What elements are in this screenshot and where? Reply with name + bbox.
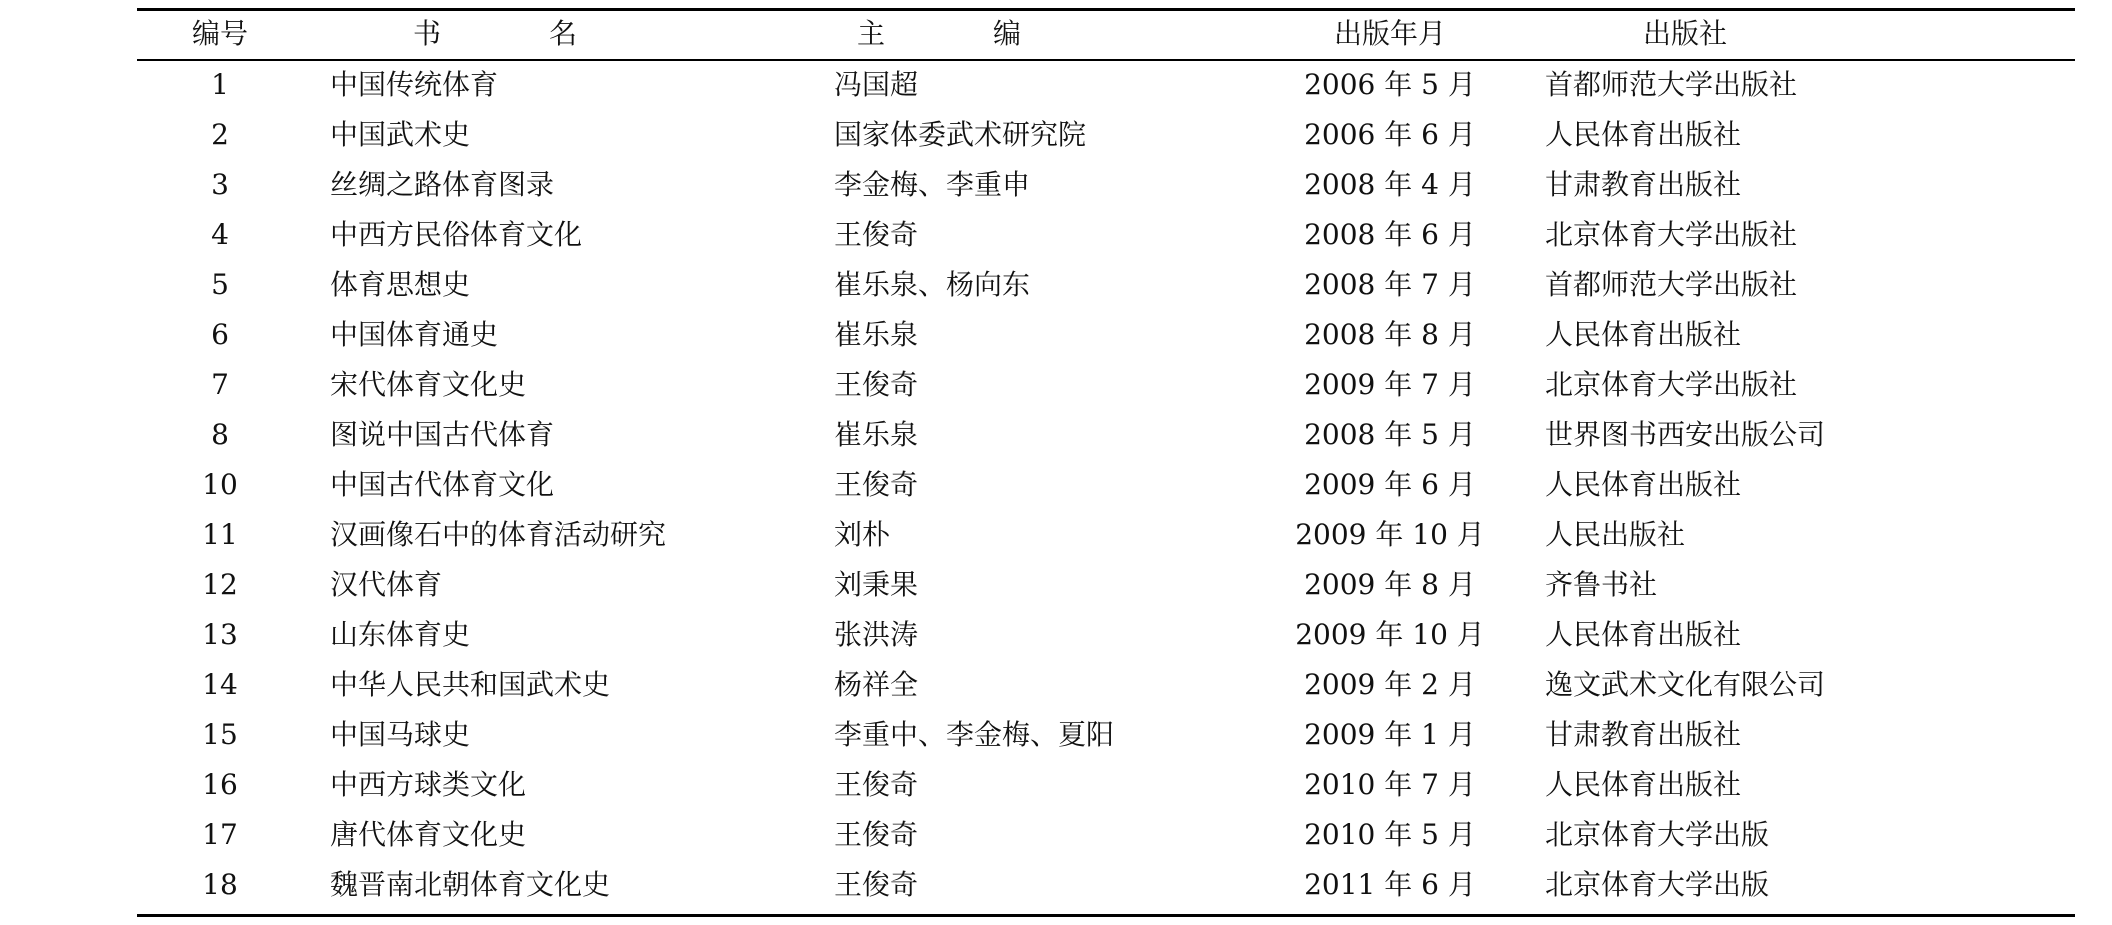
row-date: 2009 年 10 月 xyxy=(1295,618,1485,651)
row-date: 2008 年 4 月 xyxy=(1304,168,1476,201)
row-date: 2009 年 6 月 xyxy=(1304,468,1476,501)
row-title: 体育思想史 xyxy=(330,268,471,301)
row-number: 6 xyxy=(211,318,229,351)
row-number: 10 xyxy=(202,468,238,501)
row-editor: 李重中、李金梅、夏阳 xyxy=(834,718,1115,751)
row-title: 中国马球史 xyxy=(330,718,471,751)
row-title: 山东体育史 xyxy=(330,618,471,651)
table-row xyxy=(0,310,2112,360)
row-number: 8 xyxy=(211,418,229,451)
row-number: 16 xyxy=(202,768,238,801)
row-title: 中国传统体育 xyxy=(330,68,499,101)
table-row xyxy=(0,260,2112,310)
row-number: 18 xyxy=(202,868,238,901)
row-title: 中国武术史 xyxy=(330,118,471,151)
row-publisher: 人民体育出版社 xyxy=(1545,468,1742,501)
row-number: 15 xyxy=(202,718,238,751)
row-publisher: 首都师范大学出版社 xyxy=(1545,268,1798,301)
row-title: 汉代体育 xyxy=(330,568,443,601)
row-editor: 王俊奇 xyxy=(834,768,919,801)
row-date: 2008 年 7 月 xyxy=(1304,268,1476,301)
row-publisher: 北京体育大学出版社 xyxy=(1545,218,1798,251)
row-editor: 崔乐泉 xyxy=(834,318,919,351)
table-bottom-rule xyxy=(137,914,2075,917)
row-title: 中国古代体育文化 xyxy=(330,468,555,501)
row-publisher: 北京体育大学出版 xyxy=(1545,818,1770,851)
row-editor: 王俊奇 xyxy=(834,468,919,501)
table-row xyxy=(0,660,2112,710)
table-row xyxy=(0,60,2112,110)
table-row xyxy=(0,760,2112,810)
row-title: 唐代体育文化史 xyxy=(330,818,527,851)
row-date: 2009 年 8 月 xyxy=(1304,568,1476,601)
table-row xyxy=(0,560,2112,610)
row-number: 3 xyxy=(211,168,229,201)
row-number: 7 xyxy=(211,368,229,401)
table-row xyxy=(0,460,2112,510)
table-row xyxy=(0,510,2112,560)
row-editor: 崔乐泉 xyxy=(834,418,919,451)
row-publisher: 世界图书西安出版公司 xyxy=(1545,418,1826,451)
row-date: 2010 年 5 月 xyxy=(1304,818,1476,851)
table-row xyxy=(0,410,2112,460)
table-row xyxy=(0,160,2112,210)
row-title: 中西方民俗体育文化 xyxy=(330,218,583,251)
row-number: 14 xyxy=(202,668,238,701)
table-row xyxy=(0,610,2112,660)
row-date: 2008 年 8 月 xyxy=(1304,318,1476,351)
row-publisher: 齐鲁书社 xyxy=(1545,568,1658,601)
header-publisher: 出版社 xyxy=(1642,17,1727,50)
row-number: 4 xyxy=(211,218,229,251)
table-row xyxy=(0,110,2112,160)
table-row xyxy=(0,210,2112,260)
row-editor: 王俊奇 xyxy=(834,818,919,851)
row-title: 图说中国古代体育 xyxy=(330,418,555,451)
row-editor: 王俊奇 xyxy=(834,218,919,251)
row-editor: 王俊奇 xyxy=(834,868,919,901)
row-editor: 杨祥全 xyxy=(834,668,919,701)
row-number: 5 xyxy=(211,268,229,301)
row-editor: 冯国超 xyxy=(834,68,919,101)
row-date: 2006 年 5 月 xyxy=(1304,68,1476,101)
row-date: 2008 年 6 月 xyxy=(1304,218,1476,251)
header-editor: 主 编 xyxy=(856,17,1061,50)
table-row xyxy=(0,360,2112,410)
row-publisher: 人民体育出版社 xyxy=(1545,768,1742,801)
header-date: 出版年月 xyxy=(1333,17,1446,50)
row-number: 2 xyxy=(211,118,229,151)
row-publisher: 北京体育大学出版 xyxy=(1545,868,1770,901)
row-date: 2008 年 5 月 xyxy=(1304,418,1476,451)
row-editor: 崔乐泉、杨向东 xyxy=(834,268,1031,301)
row-number: 17 xyxy=(202,818,238,851)
row-number: 13 xyxy=(202,618,238,651)
table-row xyxy=(0,710,2112,760)
row-editor: 李金梅、李重申 xyxy=(834,168,1031,201)
row-publisher: 人民体育出版社 xyxy=(1545,318,1742,351)
table-header-row xyxy=(0,9,2112,59)
row-title: 丝绸之路体育图录 xyxy=(330,168,555,201)
row-editor: 刘朴 xyxy=(834,518,891,551)
row-title: 宋代体育文化史 xyxy=(330,368,527,401)
table-row xyxy=(0,810,2112,860)
row-date: 2009 年 10 月 xyxy=(1295,518,1485,551)
row-publisher: 人民出版社 xyxy=(1545,518,1686,551)
row-publisher: 北京体育大学出版社 xyxy=(1545,368,1798,401)
row-title: 中华人民共和国武术史 xyxy=(330,668,611,701)
row-title: 中国体育通史 xyxy=(330,318,499,351)
row-editor: 张洪涛 xyxy=(834,618,919,651)
row-number: 1 xyxy=(211,68,229,101)
row-publisher: 甘肃教育出版社 xyxy=(1545,718,1742,751)
header-title: 书 名 xyxy=(412,17,617,50)
row-date: 2009 年 7 月 xyxy=(1304,368,1476,401)
row-number: 12 xyxy=(202,568,238,601)
row-publisher: 首都师范大学出版社 xyxy=(1545,68,1798,101)
row-title: 汉画像石中的体育活动研究 xyxy=(330,518,667,551)
row-editor: 国家体委武术研究院 xyxy=(834,118,1087,151)
row-date: 2006 年 6 月 xyxy=(1304,118,1476,151)
row-date: 2011 年 6 月 xyxy=(1304,868,1476,901)
row-title: 魏晋南北朝体育文化史 xyxy=(330,868,611,901)
row-publisher: 逸文武术文化有限公司 xyxy=(1545,668,1826,701)
table-row xyxy=(0,860,2112,910)
row-date: 2010 年 7 月 xyxy=(1304,768,1476,801)
row-title: 中西方球类文化 xyxy=(330,768,527,801)
row-number: 11 xyxy=(202,518,238,551)
row-publisher: 甘肃教育出版社 xyxy=(1545,168,1742,201)
row-publisher: 人民体育出版社 xyxy=(1545,118,1742,151)
row-date: 2009 年 2 月 xyxy=(1304,668,1476,701)
header-number: 编号 xyxy=(191,17,248,50)
row-publisher: 人民体育出版社 xyxy=(1545,618,1742,651)
row-editor: 王俊奇 xyxy=(834,368,919,401)
row-editor: 刘秉果 xyxy=(834,568,919,601)
row-date: 2009 年 1 月 xyxy=(1304,718,1476,751)
